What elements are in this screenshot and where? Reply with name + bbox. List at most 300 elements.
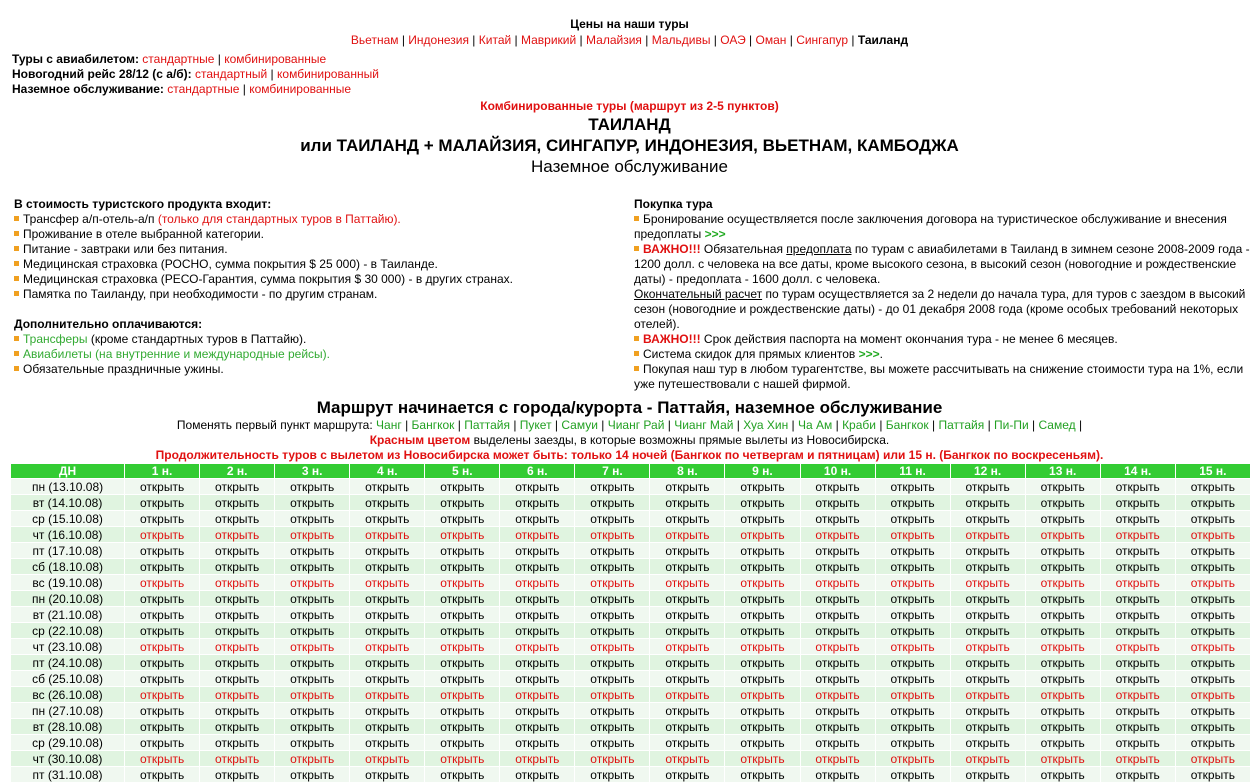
- open-cell[interactable]: открыть: [725, 639, 799, 654]
- open-cell[interactable]: открыть: [125, 735, 199, 750]
- open-cell[interactable]: открыть: [951, 623, 1025, 638]
- country-link[interactable]: Сингапур: [796, 33, 849, 47]
- open-cell[interactable]: открыть: [951, 767, 1025, 782]
- open-cell[interactable]: открыть: [125, 623, 199, 638]
- open-cell[interactable]: открыть: [425, 575, 499, 590]
- open-cell[interactable]: открыть: [725, 767, 799, 782]
- open-cell[interactable]: открыть: [650, 751, 724, 766]
- open-cell[interactable]: открыть: [200, 543, 274, 558]
- open-cell[interactable]: открыть: [1101, 767, 1175, 782]
- route-point-link[interactable]: Самед: [1038, 418, 1076, 432]
- open-cell[interactable]: открыть: [1026, 671, 1100, 686]
- open-cell[interactable]: открыть: [275, 607, 349, 622]
- open-cell[interactable]: открыть: [876, 719, 950, 734]
- info-line-link[interactable]: комбинированные: [224, 52, 327, 66]
- open-cell[interactable]: открыть: [801, 719, 875, 734]
- open-cell[interactable]: открыть: [275, 527, 349, 542]
- open-cell[interactable]: открыть: [1101, 495, 1175, 510]
- open-cell[interactable]: открыть: [951, 511, 1025, 526]
- open-cell[interactable]: открыть: [500, 479, 574, 494]
- open-cell[interactable]: открыть: [876, 495, 950, 510]
- open-cell[interactable]: открыть: [1026, 687, 1100, 702]
- open-cell[interactable]: открыть: [650, 703, 724, 718]
- open-cell[interactable]: открыть: [1026, 607, 1100, 622]
- open-cell[interactable]: открыть: [425, 671, 499, 686]
- open-cell[interactable]: открыть: [650, 735, 724, 750]
- open-cell[interactable]: открыть: [876, 655, 950, 670]
- open-cell[interactable]: открыть: [1101, 527, 1175, 542]
- open-cell[interactable]: открыть: [1026, 511, 1100, 526]
- open-cell[interactable]: открыть: [500, 591, 574, 606]
- country-link[interactable]: Китай: [478, 33, 512, 47]
- open-cell[interactable]: открыть: [500, 623, 574, 638]
- route-point-link[interactable]: Пи-Пи: [994, 418, 1029, 432]
- open-cell[interactable]: открыть: [951, 751, 1025, 766]
- open-cell[interactable]: открыть: [951, 527, 1025, 542]
- open-cell[interactable]: открыть: [275, 719, 349, 734]
- open-cell[interactable]: открыть: [425, 527, 499, 542]
- route-point-link[interactable]: Самуи: [561, 418, 598, 432]
- open-cell[interactable]: открыть: [125, 575, 199, 590]
- open-cell[interactable]: открыть: [275, 655, 349, 670]
- open-cell[interactable]: открыть: [876, 671, 950, 686]
- open-cell[interactable]: открыть: [350, 527, 424, 542]
- open-cell[interactable]: открыть: [125, 719, 199, 734]
- open-cell[interactable]: открыть: [1176, 559, 1250, 574]
- open-cell[interactable]: открыть: [425, 639, 499, 654]
- open-cell[interactable]: открыть: [725, 751, 799, 766]
- open-cell[interactable]: открыть: [200, 639, 274, 654]
- open-cell[interactable]: открыть: [876, 639, 950, 654]
- route-point-link[interactable]: Паттайя: [938, 418, 985, 432]
- open-cell[interactable]: открыть: [575, 591, 649, 606]
- open-cell[interactable]: открыть: [725, 623, 799, 638]
- open-cell[interactable]: открыть: [350, 735, 424, 750]
- open-cell[interactable]: открыть: [725, 671, 799, 686]
- open-cell[interactable]: открыть: [200, 655, 274, 670]
- open-cell[interactable]: открыть: [425, 479, 499, 494]
- info-line-link[interactable]: комбинированный: [277, 67, 379, 81]
- open-cell[interactable]: открыть: [575, 735, 649, 750]
- open-cell[interactable]: открыть: [650, 495, 724, 510]
- info-line-link[interactable]: комбинированные: [249, 82, 352, 96]
- country-link[interactable]: Маврикий: [521, 33, 577, 47]
- open-cell[interactable]: открыть: [275, 735, 349, 750]
- open-cell[interactable]: открыть: [1026, 559, 1100, 574]
- open-cell[interactable]: открыть: [275, 511, 349, 526]
- open-cell[interactable]: открыть: [275, 671, 349, 686]
- open-cell[interactable]: открыть: [876, 623, 950, 638]
- open-cell[interactable]: открыть: [1026, 735, 1100, 750]
- open-cell[interactable]: открыть: [425, 751, 499, 766]
- open-cell[interactable]: открыть: [725, 703, 799, 718]
- open-cell[interactable]: открыть: [125, 607, 199, 622]
- transfers-link[interactable]: Трансферы: [23, 332, 88, 346]
- open-cell[interactable]: открыть: [725, 495, 799, 510]
- open-cell[interactable]: открыть: [1101, 687, 1175, 702]
- open-cell[interactable]: открыть: [876, 687, 950, 702]
- open-cell[interactable]: открыть: [1101, 719, 1175, 734]
- open-cell[interactable]: открыть: [801, 607, 875, 622]
- open-cell[interactable]: открыть: [200, 671, 274, 686]
- open-cell[interactable]: открыть: [500, 543, 574, 558]
- open-cell[interactable]: открыть: [801, 495, 875, 510]
- open-cell[interactable]: открыть: [350, 559, 424, 574]
- open-cell[interactable]: открыть: [650, 607, 724, 622]
- open-cell[interactable]: открыть: [876, 703, 950, 718]
- open-cell[interactable]: открыть: [575, 623, 649, 638]
- open-cell[interactable]: открыть: [275, 575, 349, 590]
- open-cell[interactable]: открыть: [951, 703, 1025, 718]
- open-cell[interactable]: открыть: [275, 623, 349, 638]
- open-cell[interactable]: открыть: [1026, 751, 1100, 766]
- open-cell[interactable]: открыть: [1101, 479, 1175, 494]
- route-point-link[interactable]: Краби: [842, 418, 876, 432]
- open-cell[interactable]: открыть: [200, 559, 274, 574]
- open-cell[interactable]: открыть: [1026, 543, 1100, 558]
- open-cell[interactable]: открыть: [725, 479, 799, 494]
- open-cell[interactable]: открыть: [725, 607, 799, 622]
- open-cell[interactable]: открыть: [500, 639, 574, 654]
- open-cell[interactable]: открыть: [500, 735, 574, 750]
- open-cell[interactable]: открыть: [575, 751, 649, 766]
- open-cell[interactable]: открыть: [951, 687, 1025, 702]
- open-cell[interactable]: открыть: [1101, 559, 1175, 574]
- open-cell[interactable]: открыть: [275, 687, 349, 702]
- open-cell[interactable]: открыть: [876, 607, 950, 622]
- open-cell[interactable]: открыть: [650, 527, 724, 542]
- open-cell[interactable]: открыть: [876, 543, 950, 558]
- open-cell[interactable]: открыть: [275, 767, 349, 782]
- open-cell[interactable]: открыть: [500, 719, 574, 734]
- open-cell[interactable]: открыть: [1101, 655, 1175, 670]
- open-cell[interactable]: открыть: [425, 703, 499, 718]
- open-cell[interactable]: открыть: [275, 495, 349, 510]
- open-cell[interactable]: открыть: [575, 559, 649, 574]
- open-cell[interactable]: открыть: [1176, 639, 1250, 654]
- open-cell[interactable]: открыть: [575, 575, 649, 590]
- open-cell[interactable]: открыть: [200, 495, 274, 510]
- open-cell[interactable]: открыть: [425, 543, 499, 558]
- open-cell[interactable]: открыть: [1176, 687, 1250, 702]
- open-cell[interactable]: открыть: [575, 703, 649, 718]
- open-cell[interactable]: открыть: [1026, 479, 1100, 494]
- open-cell[interactable]: открыть: [650, 511, 724, 526]
- open-cell[interactable]: открыть: [1101, 607, 1175, 622]
- open-cell[interactable]: открыть: [1176, 655, 1250, 670]
- open-cell[interactable]: открыть: [200, 511, 274, 526]
- open-cell[interactable]: открыть: [876, 751, 950, 766]
- open-cell[interactable]: открыть: [350, 543, 424, 558]
- route-point-link[interactable]: Бангкок: [885, 418, 929, 432]
- open-cell[interactable]: открыть: [650, 639, 724, 654]
- open-cell[interactable]: открыть: [876, 479, 950, 494]
- open-cell[interactable]: открыть: [801, 479, 875, 494]
- open-cell[interactable]: открыть: [200, 735, 274, 750]
- open-cell[interactable]: открыть: [125, 495, 199, 510]
- open-cell[interactable]: открыть: [575, 671, 649, 686]
- open-cell[interactable]: открыть: [500, 495, 574, 510]
- open-cell[interactable]: открыть: [350, 687, 424, 702]
- open-cell[interactable]: открыть: [1176, 735, 1250, 750]
- open-cell[interactable]: открыть: [876, 575, 950, 590]
- open-cell[interactable]: открыть: [350, 703, 424, 718]
- open-cell[interactable]: открыть: [500, 575, 574, 590]
- open-cell[interactable]: открыть: [1176, 607, 1250, 622]
- open-cell[interactable]: открыть: [1101, 623, 1175, 638]
- open-cell[interactable]: открыть: [275, 751, 349, 766]
- open-cell[interactable]: открыть: [350, 751, 424, 766]
- open-cell[interactable]: открыть: [876, 511, 950, 526]
- open-cell[interactable]: открыть: [1101, 639, 1175, 654]
- open-cell[interactable]: открыть: [1026, 575, 1100, 590]
- open-cell[interactable]: открыть: [500, 559, 574, 574]
- open-cell[interactable]: открыть: [650, 719, 724, 734]
- open-cell[interactable]: открыть: [350, 671, 424, 686]
- open-cell[interactable]: открыть: [650, 559, 724, 574]
- open-cell[interactable]: открыть: [425, 623, 499, 638]
- open-cell[interactable]: открыть: [725, 543, 799, 558]
- open-cell[interactable]: открыть: [125, 559, 199, 574]
- open-cell[interactable]: открыть: [725, 735, 799, 750]
- open-cell[interactable]: открыть: [801, 623, 875, 638]
- open-cell[interactable]: открыть: [650, 687, 724, 702]
- open-cell[interactable]: открыть: [801, 591, 875, 606]
- open-cell[interactable]: открыть: [575, 687, 649, 702]
- open-cell[interactable]: открыть: [801, 735, 875, 750]
- open-cell[interactable]: открыть: [275, 559, 349, 574]
- open-cell[interactable]: открыть: [1026, 639, 1100, 654]
- open-cell[interactable]: открыть: [801, 687, 875, 702]
- open-cell[interactable]: открыть: [650, 575, 724, 590]
- open-cell[interactable]: открыть: [1026, 719, 1100, 734]
- open-cell[interactable]: открыть: [951, 671, 1025, 686]
- open-cell[interactable]: открыть: [275, 479, 349, 494]
- route-point-link[interactable]: Бангкок: [411, 418, 455, 432]
- open-cell[interactable]: открыть: [801, 527, 875, 542]
- open-cell[interactable]: открыть: [1101, 703, 1175, 718]
- open-cell[interactable]: открыть: [500, 607, 574, 622]
- open-cell[interactable]: открыть: [801, 767, 875, 782]
- open-cell[interactable]: открыть: [575, 479, 649, 494]
- open-cell[interactable]: открыть: [125, 511, 199, 526]
- open-cell[interactable]: открыть: [200, 575, 274, 590]
- open-cell[interactable]: открыть: [725, 559, 799, 574]
- booking-more-link[interactable]: >>>: [704, 227, 726, 241]
- open-cell[interactable]: открыть: [801, 559, 875, 574]
- open-cell[interactable]: открыть: [425, 607, 499, 622]
- open-cell[interactable]: открыть: [575, 655, 649, 670]
- open-cell[interactable]: открыть: [725, 687, 799, 702]
- open-cell[interactable]: открыть: [125, 655, 199, 670]
- open-cell[interactable]: открыть: [801, 543, 875, 558]
- open-cell[interactable]: открыть: [200, 527, 274, 542]
- open-cell[interactable]: открыть: [425, 735, 499, 750]
- open-cell[interactable]: открыть: [350, 495, 424, 510]
- open-cell[interactable]: открыть: [1176, 623, 1250, 638]
- open-cell[interactable]: открыть: [500, 767, 574, 782]
- open-cell[interactable]: открыть: [725, 591, 799, 606]
- open-cell[interactable]: открыть: [876, 591, 950, 606]
- open-cell[interactable]: открыть: [876, 767, 950, 782]
- open-cell[interactable]: открыть: [1176, 495, 1250, 510]
- open-cell[interactable]: открыть: [125, 767, 199, 782]
- open-cell[interactable]: открыть: [350, 607, 424, 622]
- open-cell[interactable]: открыть: [125, 751, 199, 766]
- open-cell[interactable]: открыть: [951, 495, 1025, 510]
- open-cell[interactable]: открыть: [1176, 703, 1250, 718]
- open-cell[interactable]: открыть: [1026, 623, 1100, 638]
- open-cell[interactable]: открыть: [425, 655, 499, 670]
- info-line-link[interactable]: стандартные: [167, 82, 240, 96]
- open-cell[interactable]: открыть: [125, 543, 199, 558]
- open-cell[interactable]: открыть: [1101, 511, 1175, 526]
- open-cell[interactable]: открыть: [425, 511, 499, 526]
- open-cell[interactable]: открыть: [200, 767, 274, 782]
- open-cell[interactable]: открыть: [125, 527, 199, 542]
- open-cell[interactable]: открыть: [1176, 591, 1250, 606]
- open-cell[interactable]: открыть: [575, 767, 649, 782]
- open-cell[interactable]: открыть: [350, 511, 424, 526]
- info-line-link[interactable]: стандартный: [195, 67, 268, 81]
- open-cell[interactable]: открыть: [500, 671, 574, 686]
- open-cell[interactable]: открыть: [650, 591, 724, 606]
- route-point-link[interactable]: Хуа Хин: [743, 418, 789, 432]
- open-cell[interactable]: открыть: [1026, 767, 1100, 782]
- open-cell[interactable]: открыть: [951, 655, 1025, 670]
- route-point-link[interactable]: Ча Ам: [798, 418, 833, 432]
- open-cell[interactable]: открыть: [650, 479, 724, 494]
- route-point-link[interactable]: Чанг: [376, 418, 402, 432]
- open-cell[interactable]: открыть: [425, 687, 499, 702]
- open-cell[interactable]: открыть: [575, 543, 649, 558]
- open-cell[interactable]: открыть: [876, 735, 950, 750]
- open-cell[interactable]: открыть: [801, 575, 875, 590]
- open-cell[interactable]: открыть: [951, 559, 1025, 574]
- open-cell[interactable]: открыть: [1176, 719, 1250, 734]
- open-cell[interactable]: открыть: [200, 751, 274, 766]
- open-cell[interactable]: открыть: [125, 687, 199, 702]
- open-cell[interactable]: открыть: [275, 591, 349, 606]
- open-cell[interactable]: открыть: [200, 687, 274, 702]
- open-cell[interactable]: открыть: [500, 655, 574, 670]
- open-cell[interactable]: открыть: [951, 591, 1025, 606]
- open-cell[interactable]: открыть: [575, 607, 649, 622]
- country-link[interactable]: Малайзия: [586, 33, 642, 47]
- open-cell[interactable]: открыть: [200, 719, 274, 734]
- open-cell[interactable]: открыть: [500, 527, 574, 542]
- open-cell[interactable]: открыть: [1026, 703, 1100, 718]
- open-cell[interactable]: открыть: [350, 767, 424, 782]
- open-cell[interactable]: открыть: [1101, 543, 1175, 558]
- route-point-link[interactable]: Чианг Май: [674, 418, 734, 432]
- open-cell[interactable]: открыть: [425, 719, 499, 734]
- open-cell[interactable]: открыть: [425, 591, 499, 606]
- open-cell[interactable]: открыть: [951, 735, 1025, 750]
- open-cell[interactable]: открыть: [725, 655, 799, 670]
- open-cell[interactable]: открыть: [650, 543, 724, 558]
- open-cell[interactable]: открыть: [500, 511, 574, 526]
- open-cell[interactable]: открыть: [500, 687, 574, 702]
- open-cell[interactable]: открыть: [1176, 767, 1250, 782]
- open-cell[interactable]: открыть: [275, 639, 349, 654]
- open-cell[interactable]: открыть: [951, 575, 1025, 590]
- open-cell[interactable]: открыть: [350, 655, 424, 670]
- open-cell[interactable]: открыть: [575, 495, 649, 510]
- open-cell[interactable]: открыть: [500, 703, 574, 718]
- open-cell[interactable]: открыть: [200, 607, 274, 622]
- open-cell[interactable]: открыть: [725, 575, 799, 590]
- open-cell[interactable]: открыть: [125, 591, 199, 606]
- open-cell[interactable]: открыть: [1176, 511, 1250, 526]
- open-cell[interactable]: открыть: [951, 639, 1025, 654]
- open-cell[interactable]: открыть: [1101, 751, 1175, 766]
- open-cell[interactable]: открыть: [125, 671, 199, 686]
- open-cell[interactable]: открыть: [725, 719, 799, 734]
- open-cell[interactable]: открыть: [1176, 575, 1250, 590]
- open-cell[interactable]: открыть: [275, 543, 349, 558]
- open-cell[interactable]: открыть: [1026, 495, 1100, 510]
- open-cell[interactable]: открыть: [1176, 479, 1250, 494]
- open-cell[interactable]: открыть: [650, 671, 724, 686]
- open-cell[interactable]: открыть: [951, 607, 1025, 622]
- open-cell[interactable]: открыть: [876, 527, 950, 542]
- open-cell[interactable]: открыть: [425, 559, 499, 574]
- open-cell[interactable]: открыть: [801, 671, 875, 686]
- open-cell[interactable]: открыть: [500, 751, 574, 766]
- open-cell[interactable]: открыть: [1101, 591, 1175, 606]
- open-cell[interactable]: открыть: [425, 767, 499, 782]
- country-link[interactable]: Индонезия: [408, 33, 469, 47]
- open-cell[interactable]: открыть: [125, 703, 199, 718]
- open-cell[interactable]: открыть: [200, 479, 274, 494]
- open-cell[interactable]: открыть: [200, 623, 274, 638]
- open-cell[interactable]: открыть: [1026, 591, 1100, 606]
- open-cell[interactable]: открыть: [350, 719, 424, 734]
- open-cell[interactable]: открыть: [1176, 543, 1250, 558]
- open-cell[interactable]: открыть: [125, 639, 199, 654]
- discount-more-link[interactable]: >>>: [858, 347, 880, 361]
- open-cell[interactable]: открыть: [650, 655, 724, 670]
- open-cell[interactable]: открыть: [200, 591, 274, 606]
- open-cell[interactable]: открыть: [575, 639, 649, 654]
- country-link[interactable]: Оман: [755, 33, 787, 47]
- open-cell[interactable]: открыть: [350, 591, 424, 606]
- country-link[interactable]: ОАЭ: [720, 33, 746, 47]
- open-cell[interactable]: открыть: [801, 639, 875, 654]
- open-cell[interactable]: открыть: [725, 527, 799, 542]
- open-cell[interactable]: открыть: [200, 703, 274, 718]
- route-point-link[interactable]: Паттайя: [464, 418, 510, 432]
- open-cell[interactable]: открыть: [575, 511, 649, 526]
- country-link[interactable]: Мальдивы: [651, 33, 711, 47]
- open-cell[interactable]: открыть: [801, 511, 875, 526]
- route-point-link[interactable]: Пукет: [519, 418, 552, 432]
- open-cell[interactable]: открыть: [1101, 671, 1175, 686]
- country-link[interactable]: Вьетнам: [350, 33, 399, 47]
- info-line-link[interactable]: стандартные: [142, 52, 215, 66]
- open-cell[interactable]: открыть: [951, 719, 1025, 734]
- tickets-link[interactable]: Авиабилеты (на внутренние и международные рейсы).: [23, 347, 331, 361]
- open-cell[interactable]: открыть: [350, 479, 424, 494]
- open-cell[interactable]: открыть: [951, 543, 1025, 558]
- open-cell[interactable]: открыть: [575, 527, 649, 542]
- open-cell[interactable]: открыть: [350, 575, 424, 590]
- open-cell[interactable]: открыть: [425, 495, 499, 510]
- open-cell[interactable]: открыть: [275, 703, 349, 718]
- open-cell[interactable]: открыть: [1176, 671, 1250, 686]
- open-cell[interactable]: открыть: [125, 479, 199, 494]
